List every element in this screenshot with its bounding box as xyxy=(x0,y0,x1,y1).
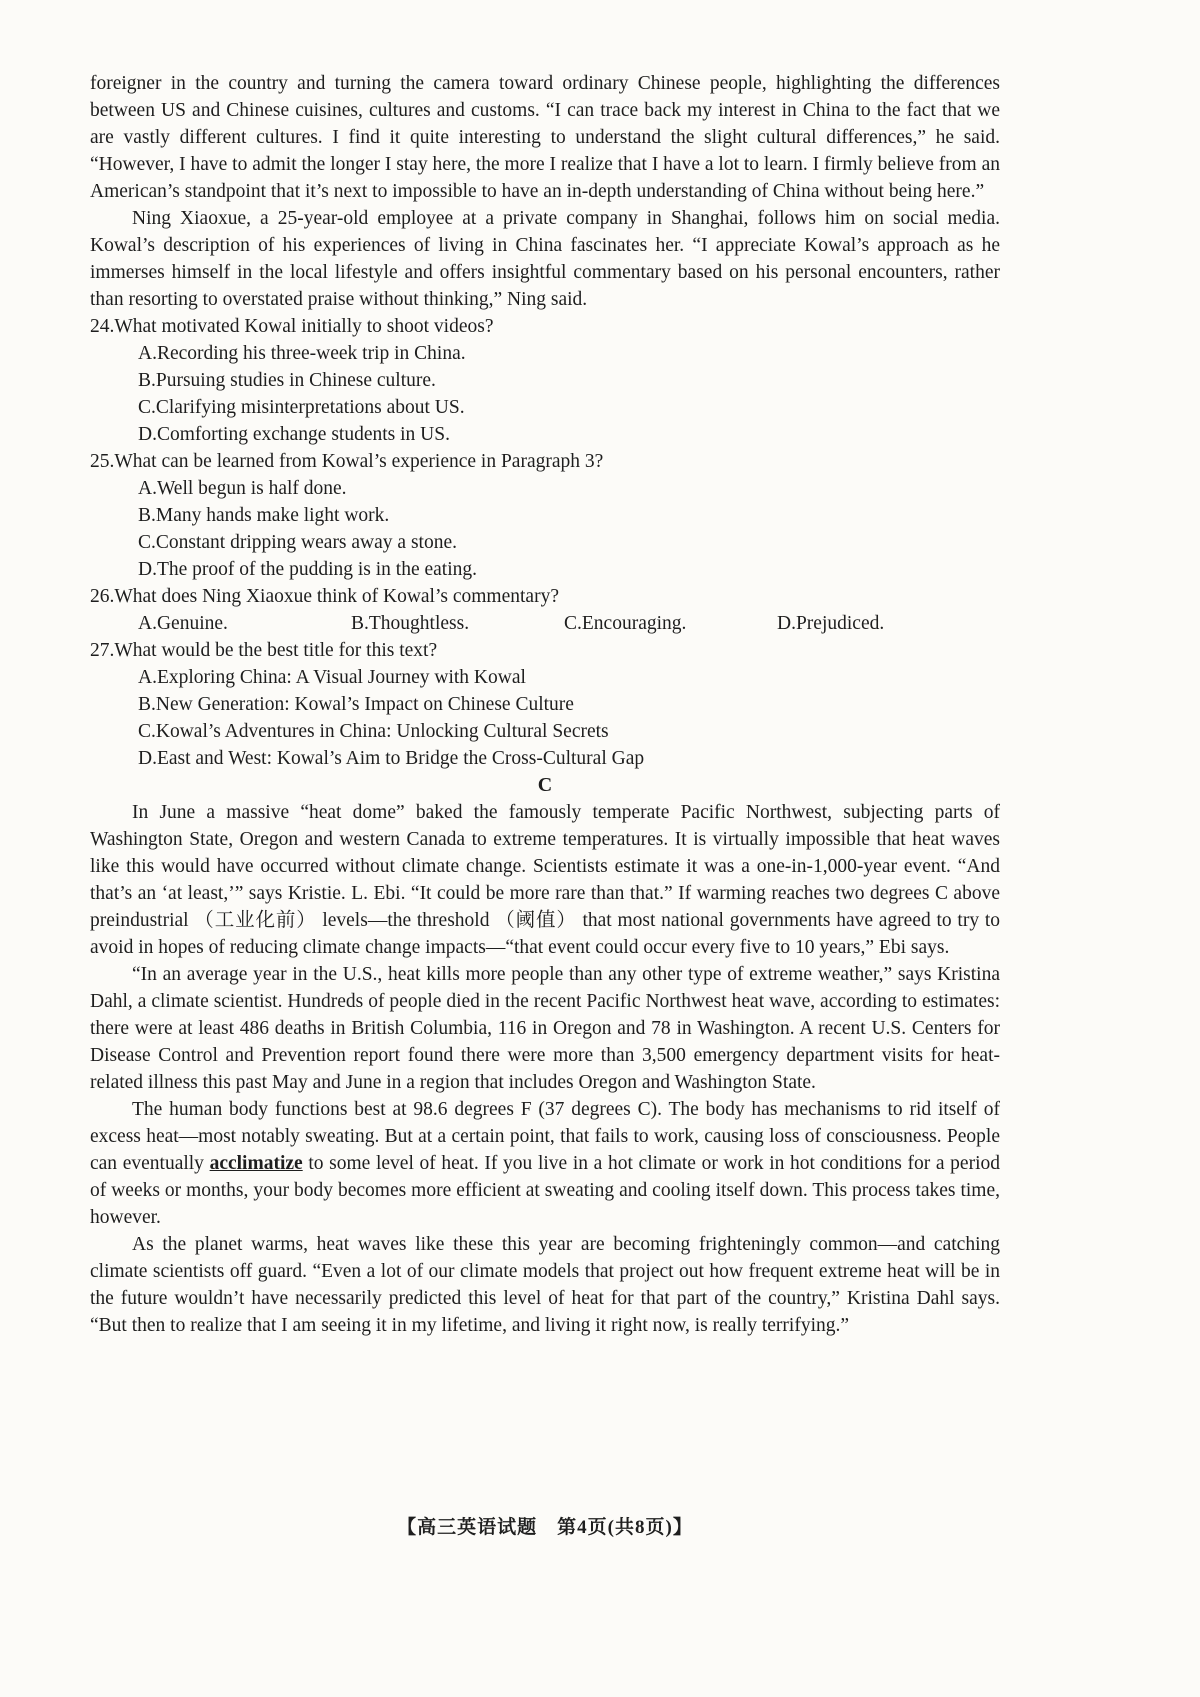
question-option-c: C.Encouraging. xyxy=(564,613,687,634)
passage-b-paragraph-ning: Ning Xiaoxue, a 25-year-old employee at a private company in Shanghai, follows him on social media. Kowal’s description of his experiences of living in China fascinates her. “I appreciate Kowal’s approach as he immerses himself in the local lifestyle and offers insightful commentary based on his personal encounters, rather than resorting to overstated praise without thinking,” Ning said. xyxy=(90,208,1000,310)
underlined-vocab-word: acclimatize xyxy=(209,1153,303,1174)
question-option-b: B.Thoughtless. xyxy=(351,613,470,634)
question-option-b: B.New Generation: Kowal’s Impact on Chinese Culture xyxy=(138,694,574,715)
question-stem: 27.What would be the best title for this text? xyxy=(90,640,438,661)
question-options-row xyxy=(90,610,1000,637)
question-24 xyxy=(90,313,1000,448)
passage-c-paragraph-1: In June a massive “heat dome” baked the famously temperate Pacific Northwest, subjecting parts of Washington State, Oregon and western Canada to extreme temperatures. It is virtually impossible that heat waves like this would have occurred without climate change. Scientists estimate it was a one-in-1,000-year event. “And that’s an ‘at least,’” says Kristie. L. Ebi. “It could be more rare than that.” If warming reaches two degrees C above preindustrial （工业化前） levels—the threshold （阈值） that most national governments have agreed to try to avoid in hopes of reducing climate change impacts—“that event could occur every five to 10 years,” Ebi says. xyxy=(90,802,1000,958)
question-option-d: D.Comforting exchange students in US. xyxy=(138,424,450,445)
question-option-c: C.Kowal’s Adventures in China: Unlocking Cultural Secrets xyxy=(138,721,609,742)
question-stem: 26.What does Ning Xiaoxue think of Kowal’s commentary? xyxy=(90,586,559,607)
question-27 xyxy=(90,637,1000,772)
question-option-b: B.Many hands make light work. xyxy=(138,505,390,526)
question-26 xyxy=(90,583,1000,637)
question-option-a: A.Well begun is half done. xyxy=(138,478,347,499)
question-option-a: A.Recording his three-week trip in China. xyxy=(138,343,466,364)
question-stem: 24.What motivated Kowal initially to shoot videos? xyxy=(90,316,494,337)
question-option-c: C.Constant dripping wears away a stone. xyxy=(138,532,457,553)
passage-c-paragraph-3 xyxy=(90,1096,1000,1231)
question-option-d: D.Prejudiced. xyxy=(777,613,885,634)
question-option-d: D.East and West: Kowal’s Aim to Bridge the Cross-Cultural Gap xyxy=(138,748,645,769)
question-stem: 25.What can be learned from Kowal’s experience in Paragraph 3? xyxy=(90,451,604,472)
question-25 xyxy=(90,448,1000,583)
page-footer: 【高三英语试题 第4页(共8页)】 xyxy=(397,1517,693,1538)
paragraph-text-after: to some level of heat. If you live in a hot climate or work in hot conditions for a period of weeks or months, your body becomes more efficient at sweating and cooling itself down. This process takes time, however. xyxy=(90,1153,1000,1228)
question-option-b: B.Pursuing studies in Chinese culture. xyxy=(138,370,436,391)
section-c-label: C xyxy=(537,774,553,796)
question-option-d: D.The proof of the pudding is in the eating. xyxy=(138,559,478,580)
question-option-c: C.Clarifying misinterpretations about US. xyxy=(138,397,465,418)
paragraph-text-before: The human body functions best at 98.6 degrees F (37 degrees C). The body has mechanisms to rid itself of excess heat—most notably sweating. But at a certain point, that fails to work, causing loss of consciousness. People can eventually xyxy=(90,1099,1000,1174)
question-option-a: A.Exploring China: A Visual Journey with Kowal xyxy=(138,667,526,688)
passage-c-paragraph-2: “In an average year in the U.S., heat kills more people than any other type of extreme weather,” says Kristina Dahl, a climate scientist. Hundreds of people died in the recent Pacific Northwest heat wave, according to estimates: there were at least 486 deaths in British Columbia, 116 in Oregon and 78 in Washington. A recent U.S. Centers for Disease Control and Prevention report found there were more than 3,500 emergency department visits for heat-related illness this past May and June in a region that includes Oregon and Washington State. xyxy=(90,964,1000,1093)
page-content xyxy=(90,70,1000,1339)
question-option-a: A.Genuine. xyxy=(138,613,228,634)
passage-b-paragraph-continuation: foreigner in the country and turning the camera toward ordinary Chinese people, highlighting the differences between US and Chinese cuisines, cultures and customs. “I can trace back my interest in China to the fact that we are vastly different cultures. I find it quite interesting to understand the slight cultural differences,” he said. “However, I have to admit the longer I stay here, the more I realize that I have a lot to learn. I firmly believe from an American’s standpoint that it’s next to impossible to have an in-depth understanding of China without being here.” xyxy=(90,73,1000,202)
passage-c-paragraph-4: As the planet warms, heat waves like these this year are becoming frighteningly common—and catching climate scientists off guard. “Even a lot of our climate models that project out how frequent extreme heat will be in the future wouldn’t have necessarily predicted this level of heat for that part of the country,” Kristina Dahl says. “But then to realize that I am seeing it in my lifetime, and living it right now, is really terrifying.” xyxy=(90,1234,1000,1336)
